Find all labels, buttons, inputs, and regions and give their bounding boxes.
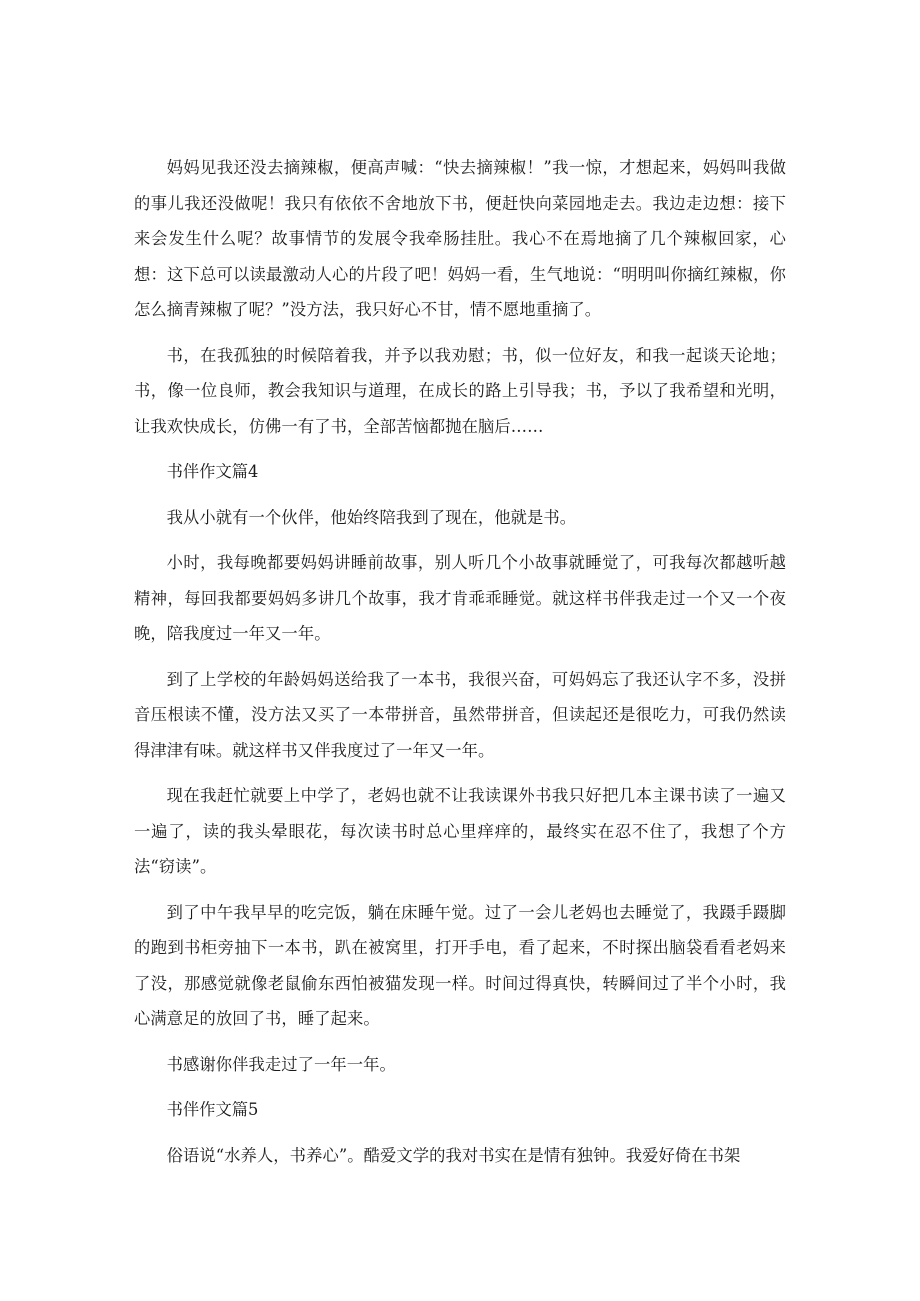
paragraph-childhood-partner: 我从小就有一个伙伴，他始终陪我到了现在，他就是书。 — [166, 507, 577, 527]
document-body — [134, 150, 786, 1183]
paragraph-picking-peppers: 妈妈见我还没去摘辣椒，便高声喊：“快去摘辣椒！”我一惊，才想起来，妈妈叫我做的事儿我还没做呢！我只有依依不舍地放下书，便赶快向菜园地走去。我边走边想：接下来会发生什么呢？故事情节的发展令我牵肠挂肚。我心不在焉地摘了几个辣椒回家，心想：这下总可以读最激动人心的片段了吧！妈妈一看，生气地说：“明明叫你摘红辣椒，你怎么摘青辣椒了呢？”没方法，我只好心不甘，情不愿地重摘了。 — [134, 158, 786, 319]
paragraph-thanks: 书感谢你伴我走过了一年一年。 — [166, 1054, 396, 1074]
paragraph-book-companion: 书，在我孤独的时候陪着我，并予以我劝慰；书，似一位好友，和我一起谈天论地；书，像一位良师，教会我知识与道理，在成长的路上引导我；书，予以了我希望和光明，让我欢快成长，仿佛一有了书，全部苦恼都抛在脑后…… — [134, 345, 786, 436]
paragraph-school-book: 到了上学校的年龄妈妈送给我了一本书，我很兴奋，可妈妈忘了我还认字不多，没拼音压根读不懂，没方法又买了一本带拼音，虽然带拼音，但读起还是很吃力，可我仍然读得津津有味。就这样书又伴我度过了一年又一年。 — [134, 669, 786, 760]
paragraph-proverb: 俗语说“水养人，书养心”。酷爱文学的我对书实在是情有独钟。我爱好倚在书架 — [166, 1145, 741, 1165]
paragraph-bedtime-stories: 小时，我每晚都要妈妈讲睡前故事，别人听几个小故事就睡觉了，可我每次都越听越精神，每回我都要妈妈多讲几个故事，我才肯乖乖睡觉。就这样书伴我走过一个又一个夜晚，陪我度过一年又一年。 — [134, 553, 786, 643]
section-heading-4: 书伴作文篇4 — [166, 462, 259, 481]
section-heading-5: 书伴作文篇5 — [166, 1100, 259, 1119]
paragraph-secret-reading: 现在我赶忙就要上中学了，老妈也就不让我读课外书我只好把几本主课书读了一遍又一遍了，读的我头晕眼花，每次读书时总心里痒痒的，最终实在忍不住了，我想了个方法“窃读”。 — [134, 786, 786, 876]
paragraph-noon-reading: 到了中午我早早的吃完饭，躺在床睡午觉。过了一会儿老妈也去睡觉了，我蹑手蹑脚的跑到书柜旁抽下一本书，趴在被窝里，打开手电，看了起来，不时探出脑袋看看老妈来了没，那感觉就像老鼠偷东西怕被猫发现一样。时间过得真快，转瞬间过了半个小时，我心满意足的放回了书，睡了起来。 — [134, 902, 786, 1028]
